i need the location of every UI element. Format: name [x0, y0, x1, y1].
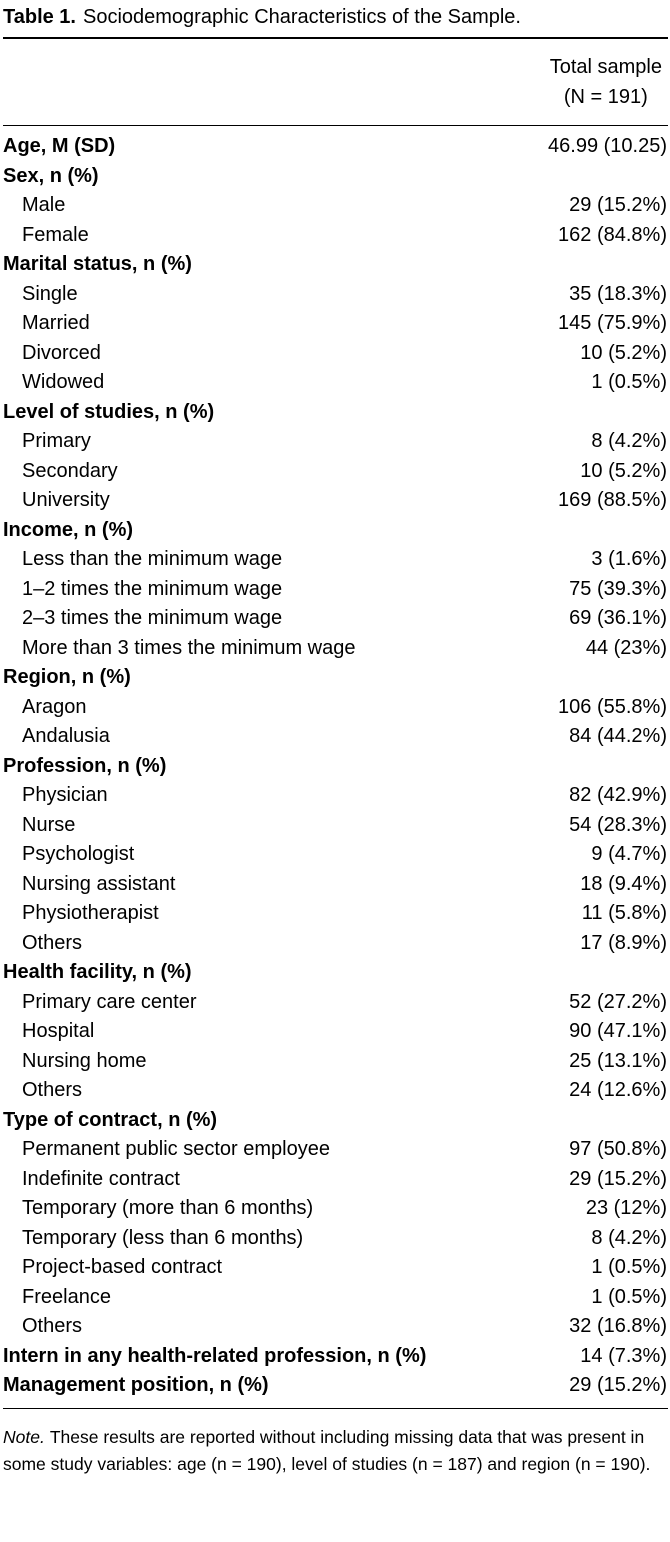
- table-row: [3, 1047, 668, 1077]
- table-row: [3, 634, 668, 664]
- table-row: [3, 693, 668, 723]
- row-label: Physiotherapist: [22, 902, 159, 924]
- row-label: 2–3 times the minimum wage: [22, 607, 283, 629]
- table-row: [3, 457, 668, 487]
- row-label: Physician: [22, 784, 108, 806]
- row-label: Primary: [22, 430, 91, 452]
- column-header-line2: (N = 191): [563, 86, 648, 108]
- column-header-line1: Total sample: [549, 56, 662, 78]
- table-row: [3, 870, 668, 900]
- table-row: [3, 516, 668, 546]
- table-row: [3, 1076, 668, 1106]
- row-label: Indefinite contract: [22, 1167, 180, 1190]
- row-label: Primary care center: [22, 990, 197, 1013]
- row-value: 10 (5.2%): [580, 341, 667, 364]
- row-label: Hospital: [22, 1020, 95, 1042]
- table-caption: [3, 4, 668, 30]
- table-caption-text: Sociodemographic Characteristics of the Sample.: [83, 6, 521, 28]
- row-label: Management position, n (%): [3, 1374, 269, 1396]
- row-label: Income, n (%): [3, 518, 134, 541]
- row-label: Nursing assistant: [22, 872, 176, 895]
- row-value: 90 (47.1%): [569, 1020, 667, 1042]
- row-value: 169 (88.5%): [558, 489, 667, 511]
- row-label: Male: [22, 194, 66, 216]
- row-label: Sex, n (%): [3, 164, 99, 187]
- table-row: [3, 1224, 668, 1254]
- table-row: [3, 1283, 668, 1313]
- table-row: [3, 545, 668, 575]
- row-label: Widowed: [22, 371, 105, 393]
- table-row: [3, 988, 668, 1018]
- row-value: 106 (55.8%): [558, 695, 667, 718]
- row-value: 29 (15.2%): [569, 1374, 667, 1396]
- row-label: Secondary: [22, 459, 118, 482]
- table-row: [3, 398, 668, 428]
- row-value: 162 (84.8%): [558, 223, 667, 246]
- row-value: 1 (0.5%): [591, 371, 667, 393]
- row-label: Andalusia: [22, 725, 110, 747]
- table-row: [3, 309, 668, 339]
- table-row: [3, 899, 668, 929]
- row-label: Intern in any health-related profession, n (%): [3, 1344, 427, 1367]
- table-row: [3, 427, 668, 457]
- table-row: [3, 929, 668, 959]
- row-value: 10 (5.2%): [580, 459, 667, 482]
- row-label: Temporary (less than 6 months): [22, 1226, 304, 1249]
- row-label: Others: [22, 931, 83, 954]
- row-value: 145 (75.9%): [558, 312, 667, 334]
- row-label: Region, n (%): [3, 666, 131, 688]
- row-label: Permanent public sector employee: [22, 1138, 330, 1160]
- row-value: 11 (5.8%): [581, 902, 667, 924]
- table-row: [3, 811, 668, 841]
- row-label: 1–2 times the minimum wage: [22, 577, 283, 600]
- table-row: [3, 191, 668, 221]
- table-row: [3, 1312, 668, 1342]
- row-label: Freelance: [22, 1285, 111, 1308]
- table-row: [3, 486, 668, 516]
- table-note: [3, 1409, 668, 1478]
- row-label: Others: [22, 1079, 83, 1101]
- table-row: [3, 1165, 668, 1195]
- row-label: Level of studies, n (%): [3, 400, 215, 423]
- row-value: 82 (42.9%): [569, 784, 667, 806]
- row-label: University: [22, 489, 110, 511]
- table-row: [3, 840, 668, 870]
- row-label: Aragon: [22, 695, 87, 718]
- row-label: Female: [22, 223, 89, 246]
- table-row: [3, 1342, 668, 1372]
- row-value: 54 (28.3%): [569, 813, 667, 836]
- row-value: 9 (4.7%): [591, 843, 667, 865]
- row-value: 14 (7.3%): [580, 1344, 667, 1367]
- row-label: Health facility, n (%): [3, 961, 192, 983]
- row-value: 17 (8.9%): [580, 931, 667, 954]
- row-label: Single: [22, 282, 78, 305]
- table-row: [3, 280, 668, 310]
- table-row: [3, 1371, 668, 1401]
- row-value: 69 (36.1%): [569, 607, 667, 629]
- row-value: 23 (12%): [585, 1197, 667, 1219]
- row-value: 8 (4.2%): [591, 1226, 667, 1249]
- row-value: 46.99 (10.25): [548, 135, 667, 157]
- table-row: [3, 132, 668, 162]
- table-row: [3, 1253, 668, 1283]
- table-row: [3, 604, 668, 634]
- row-label: Project-based contract: [22, 1256, 223, 1278]
- note-text: These results are reported without including missing data that was present in some study variables: age (n = 190), level of studies (n = 187) and region (n = 190).: [3, 1426, 651, 1474]
- table-row: [3, 1194, 668, 1224]
- row-label: Marital status, n (%): [3, 253, 192, 275]
- table-row: [3, 663, 668, 693]
- column-header: [3, 39, 668, 125]
- row-label: Age, M (SD): [3, 135, 116, 157]
- table-caption-label: Table 1.: [3, 6, 76, 28]
- row-value: 3 (1.6%): [591, 548, 667, 570]
- table-row: [3, 958, 668, 988]
- row-value: 44 (23%): [585, 636, 667, 659]
- row-value: 1 (0.5%): [591, 1256, 667, 1278]
- row-label: Nurse: [22, 813, 76, 836]
- table-row: [3, 162, 668, 192]
- row-label: Others: [22, 1315, 83, 1337]
- row-label: Psychologist: [22, 843, 135, 865]
- table-body: [3, 126, 668, 1408]
- table-row: [3, 1135, 668, 1165]
- row-value: 25 (13.1%): [569, 1049, 667, 1072]
- row-value: 29 (15.2%): [569, 194, 667, 216]
- table-row: [3, 781, 668, 811]
- table-row: [3, 250, 668, 280]
- row-value: 84 (44.2%): [569, 725, 667, 747]
- row-label: More than 3 times the minimum wage: [22, 636, 356, 659]
- row-value: 1 (0.5%): [591, 1285, 667, 1308]
- note-label: Note.: [3, 1426, 45, 1447]
- row-value: 32 (16.8%): [569, 1315, 667, 1337]
- row-label: Married: [22, 312, 90, 334]
- column-header-block: [550, 52, 662, 112]
- table-row: [3, 221, 668, 251]
- table-row: [3, 339, 668, 369]
- row-value: 24 (12.6%): [569, 1079, 667, 1101]
- table-row: [3, 752, 668, 782]
- row-value: 52 (27.2%): [569, 990, 667, 1013]
- row-value: 29 (15.2%): [569, 1167, 667, 1190]
- row-value: 8 (4.2%): [591, 430, 667, 452]
- table-row: [3, 575, 668, 605]
- row-label: Nursing home: [22, 1049, 147, 1072]
- row-value: 35 (18.3%): [569, 282, 667, 305]
- row-value: 18 (9.4%): [580, 872, 667, 895]
- row-label: Divorced: [22, 341, 101, 364]
- table-row: [3, 722, 668, 752]
- table-row: [3, 1106, 668, 1136]
- row-label: Profession, n (%): [3, 754, 167, 777]
- row-label: Temporary (more than 6 months): [22, 1197, 314, 1219]
- row-label: Less than the minimum wage: [22, 548, 283, 570]
- row-value: 97 (50.8%): [569, 1138, 667, 1160]
- table-row: [3, 368, 668, 398]
- table-row: [3, 1017, 668, 1047]
- row-label: Type of contract, n (%): [3, 1108, 218, 1131]
- row-value: 75 (39.3%): [569, 577, 667, 600]
